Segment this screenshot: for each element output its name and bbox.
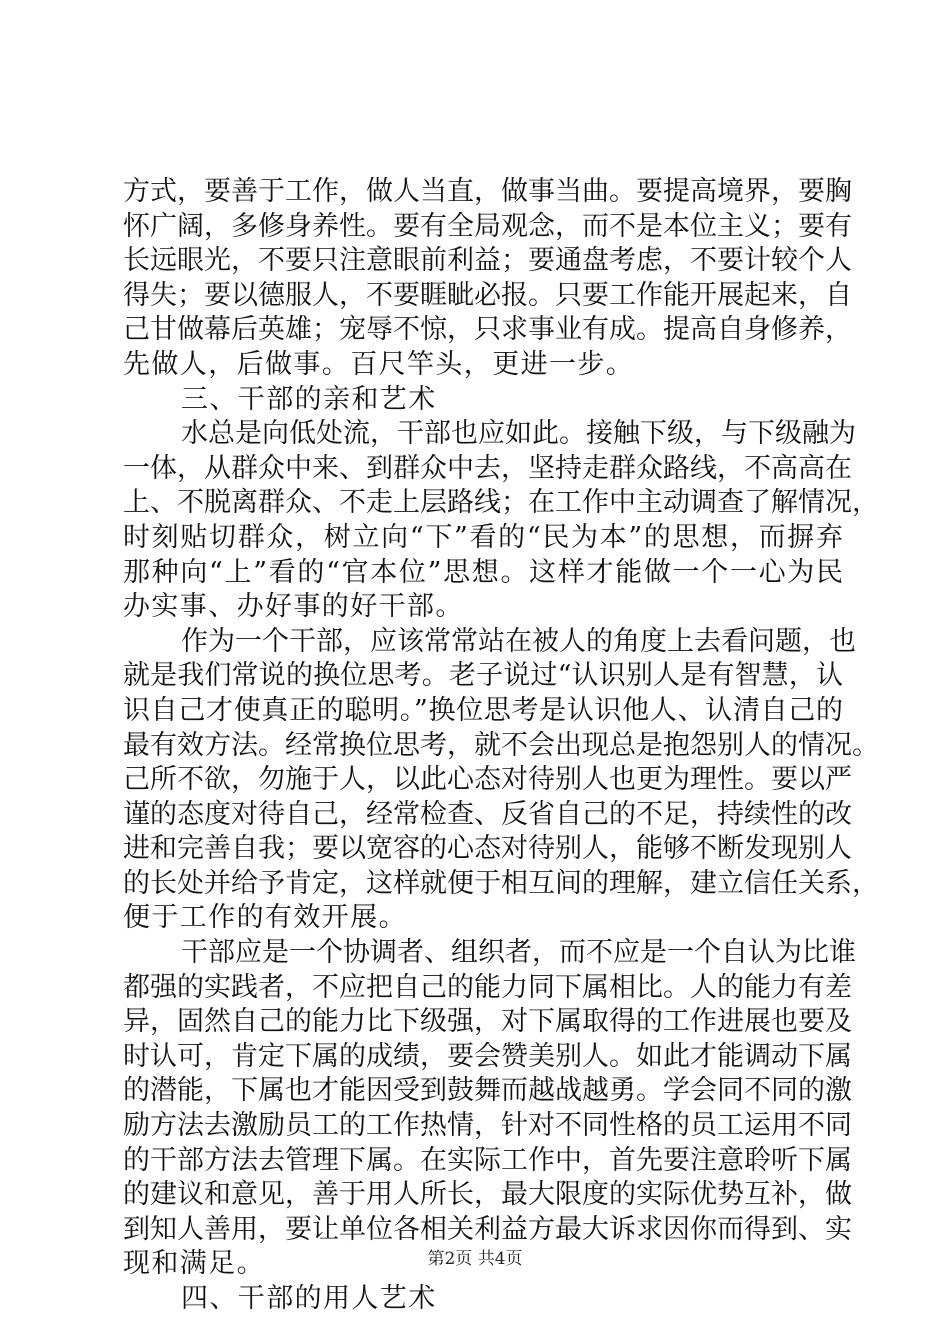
text-line: 的长处并给予肯定，这样就便于相互间的理解，建立信任关系，	[123, 867, 879, 899]
text-line: 励方法去激励员工的工作热情，针对不同性格的员工运用不同	[123, 1110, 852, 1142]
text-line: 时刻贴切群众，树立向“下”看的“民为本”的思想，而摒弃	[123, 521, 843, 553]
page-footer	[0, 1244, 950, 1269]
text-line: 上、不脱离群众、不走上层路线；在工作中主动调查了解情况，	[123, 487, 879, 519]
text-line: 到知人善用，要让单位各相关利益方最大诉求因你而得到、实	[123, 1213, 852, 1245]
text-line: 的潜能，下属也才能因受到鼓舞而越战越勇。学会同不同的激	[123, 1075, 852, 1107]
text-line: 一体，从群众中来、到群众中去，坚持走群众路线，不高高在	[123, 452, 852, 484]
text-line: 进和完善自我；要以宽容的心态对待别人，能够不断发现别人	[123, 833, 852, 865]
text-line: 三、干部的亲和艺术	[181, 383, 437, 415]
text-line: 作为一个干部，应该常常站在被人的角度上去看问题，也	[181, 625, 856, 657]
text-line: 水总是向低处流，干部也应如此。接触下级，与下级融为	[181, 418, 856, 450]
document-body	[123, 175, 879, 1317]
text-line: 的建议和意见，善于用人所长，最大限度的实际优势互补，做	[123, 1179, 852, 1211]
text-line: 谨的态度对待自己，经常检查、反省自己的不足，持续性的改	[123, 798, 852, 830]
text-line: 时认可，肯定下属的成绩，要会赞美别人。如此才能调动下属	[123, 1040, 852, 1072]
text-line: 最有效方法。经常换位思考，就不会出现总是抱怨别人的情况。	[123, 729, 879, 761]
text-line: 识自己才使真正的聪明。”换位思考是认识他人、认清自己的	[123, 694, 843, 726]
text-line: 都强的实践者，不应把自己的能力同下属相比。人的能力有差	[123, 971, 852, 1003]
text-line: 现和满足。	[123, 1248, 265, 1280]
page-number-label: 第2页 共4页	[427, 1249, 523, 1269]
text-line: 长远眼光，不要只注意眼前利益；要通盘考虑，不要计较个人	[123, 245, 852, 277]
text-line: 那种向“上”看的“官本位”思想。这样才能做一个一心为民	[123, 556, 843, 588]
text-line: 方式，要善于工作，做人当直，做事当曲。要提高境界，要胸	[123, 176, 852, 207]
text-line: 己甘做幕后英雄；宠辱不惊，只求事业有成。提高自身修养，	[123, 314, 852, 346]
text-line: 的干部方法去管理下属。在实际工作中，首先要注意聆听下属	[123, 1144, 852, 1176]
text-line: 得失；要以德服人，不要睚眦必报。只要工作能开展起来，自	[123, 279, 852, 311]
text-line: 便于工作的有效开展。	[123, 902, 407, 934]
text-line: 先做人，后做事。百尺竿头，更进一步。	[123, 348, 635, 380]
text-line: 办实事、办好事的好干部。	[123, 591, 464, 623]
text-line: 干部应是一个协调者、组织者，而不应是一个自认为比谁	[181, 937, 856, 969]
text-line: 就是我们常说的换位思考。老子说过“认识别人是有智慧，认	[123, 660, 843, 692]
text-line: 己所不欲，勿施于人，以此心态对待别人也更为理性。要以严	[123, 764, 852, 796]
text-line: 怀广阔，多修身养性。要有全局观念，而不是本位主义；要有	[123, 210, 852, 242]
text-line: 四、干部的用人艺术	[181, 1283, 437, 1314]
text-line: 异，固然自己的能力比下级强，对下属取得的工作进展也要及	[123, 1006, 852, 1038]
